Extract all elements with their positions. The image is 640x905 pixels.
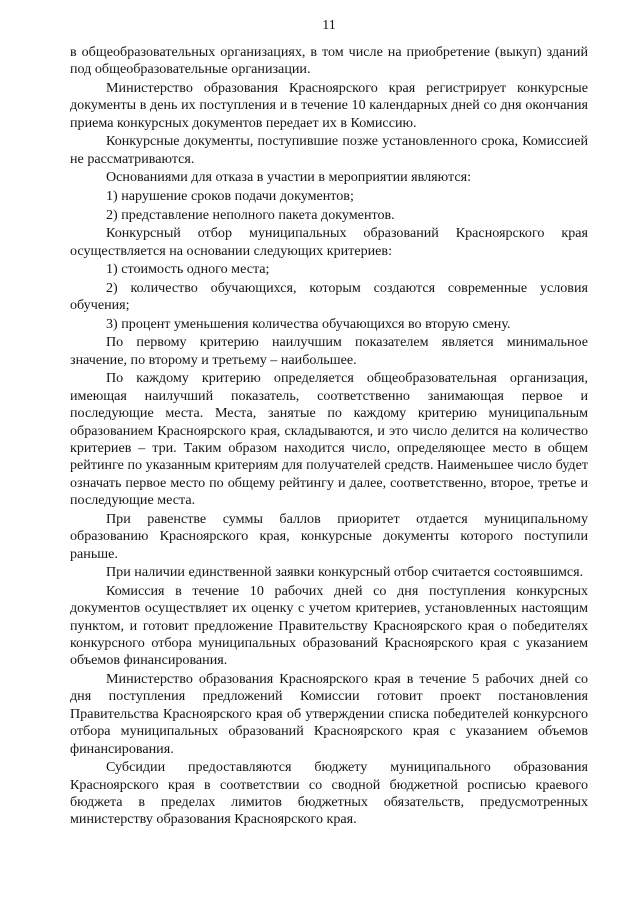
- paragraph: Субсидии предоставляются бюджету муниципального образования Красноярского края в соответствии со сводной бюджетной росписью краевого бюджета в пределах лимитов бюджетных обязательств, предусмотренных министерству образования Красноярского края.: [70, 759, 588, 828]
- paragraph: 2) количество обучающихся, которым создаются современные условия обучения;: [70, 279, 588, 314]
- paragraph: Министерство образования Красноярского края в течение 5 рабочих дней со дня поступления предложений Комиссии готовит проект постановления Правительства Красноярского края об утверждении списка победителей конкурсного отбора муниципальных образований Красноярского края с указанием объемов финансирования.: [70, 671, 588, 757]
- paragraph: в общеобразовательных организациях, в том числе на приобретение (выкуп) зданий под общеобразовательные организации.: [70, 44, 588, 78]
- document-body: [70, 44, 588, 829]
- paragraph: Министерство образования Красноярского края регистрирует конкурсные документы в день их поступления и в течение 10 календарных дней со дня окончания приема конкурсных документов передает их в Комиссию.: [70, 80, 588, 131]
- paragraph: При наличии единственной заявки конкурсный отбор считается состоявшимся.: [106, 564, 584, 581]
- paragraph: Конкурсный отбор муниципальных образований Красноярского края осуществляется на основании следующих критериев:: [70, 225, 588, 259]
- paragraph: При равенстве суммы баллов приоритет отдается муниципальному образованию Красноярского края, конкурсные документы которого поступили раньше.: [70, 510, 588, 562]
- paragraph: Комиссия в течение 10 рабочих дней со дня поступления конкурсных документов осуществляет их оценку с учетом критериев, установленных настоящим пунктом, и готовит предложение Правительству Красноярского края о победителях конкурсного отбора муниципальных образований Красноярского края с указанием объемов финансирования.: [70, 582, 588, 669]
- paragraph: По каждому критерию определяется общеобразовательная организация, имеющая наилучший показатель, соответственно занимающая первое и последующие места. Места, занятые по каждому критерию муниципальным образованием Красноярского края, складываются, и это число делится на количество критериев – три. Таким образом находится число, определяющее место в общем рейтинге по указанным критериям для получателей средств. Наименьшее число будет означать первое место по общему рейтингу и далее, соответственно, второе, третье и последующие места.: [70, 370, 588, 509]
- paragraph: 1) стоимость одного места;: [106, 261, 270, 278]
- paragraph: 3) процент уменьшения количества обучающихся во вторую смену.: [106, 315, 511, 332]
- paragraph: По первому критерию наилучшим показателем является минимальное значение, по второму и третьему – наибольшее.: [70, 334, 588, 368]
- paragraph: 2) представление неполного пакета документов.: [106, 206, 395, 223]
- paragraph: Основаниями для отказа в участии в мероприятии являются:: [106, 169, 471, 186]
- paragraph: Конкурсные документы, поступившие позже установленного срока, Комиссией не рассматриваются.: [70, 133, 588, 167]
- page-number: 11: [322, 18, 336, 33]
- paragraph: 1) нарушение сроков подачи документов;: [106, 188, 354, 204]
